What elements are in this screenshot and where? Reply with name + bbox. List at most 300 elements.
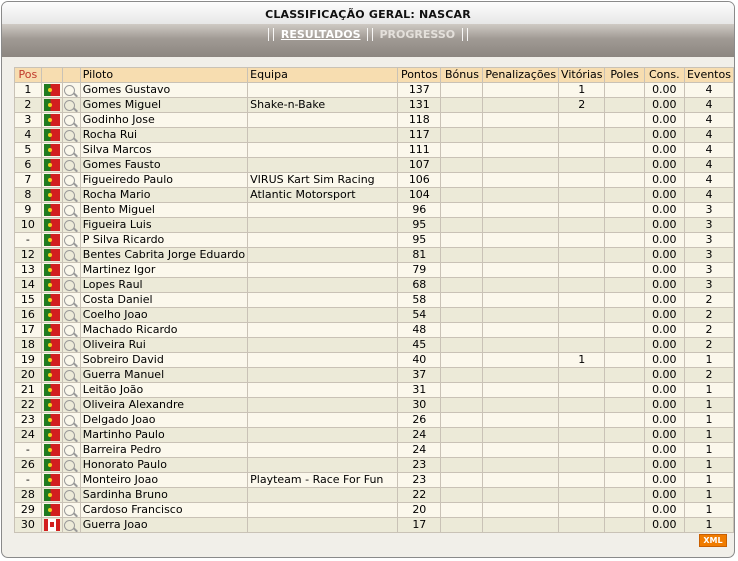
magnifier-icon[interactable]: [64, 220, 75, 231]
magnifier-icon[interactable]: [64, 265, 75, 276]
magnifier-icon[interactable]: [64, 130, 75, 141]
col-poles[interactable]: Poles: [605, 68, 644, 83]
cell-equipa: [248, 113, 398, 128]
cell-vitorias: [559, 413, 605, 428]
cell-poles: [605, 428, 644, 443]
cell-pos: 19: [15, 353, 42, 368]
cell-details: [62, 368, 80, 383]
cell-equipa: [248, 203, 398, 218]
cell-poles: [605, 188, 644, 203]
cell-pos: 7: [15, 173, 42, 188]
cell-bonus: [441, 203, 483, 218]
pt-flag-icon: [44, 84, 60, 96]
cell-pontos: 118: [398, 113, 441, 128]
cell-pontos: 26: [398, 413, 441, 428]
cell-pontos: 81: [398, 248, 441, 263]
cell-piloto[interactable]: Rocha Mario: [80, 188, 247, 203]
col-eventos[interactable]: Eventos: [684, 68, 733, 83]
cell-poles: [605, 98, 644, 113]
col-vitorias[interactable]: Vitórias: [559, 68, 605, 83]
magnifier-icon[interactable]: [64, 145, 75, 156]
cell-piloto[interactable]: Delgado Joao: [80, 413, 247, 428]
cell-vitorias: [559, 113, 605, 128]
magnifier-icon[interactable]: [64, 325, 75, 336]
cell-poles: [605, 338, 644, 353]
cell-pontos: 48: [398, 323, 441, 338]
cell-details: [62, 218, 80, 233]
cell-vitorias: [559, 278, 605, 293]
magnifier-icon[interactable]: [64, 430, 75, 441]
cell-eventos: 4: [684, 158, 733, 173]
cell-penalizacoes: [483, 248, 559, 263]
cell-bonus: [441, 428, 483, 443]
pt-flag-icon: [44, 174, 60, 186]
cell-equipa: [248, 293, 398, 308]
cell-pos: 10: [15, 218, 42, 233]
cell-piloto[interactable]: Figueira Luis: [80, 218, 247, 233]
cell-vitorias: [559, 188, 605, 203]
cell-vitorias: [559, 218, 605, 233]
cell-pos: 2: [15, 98, 42, 113]
cell-cons: 0.00: [644, 248, 684, 263]
cell-pos: 8: [15, 188, 42, 203]
cell-details: [62, 383, 80, 398]
cell-pos: 5: [15, 143, 42, 158]
table-row: [15, 518, 734, 533]
table-row: [15, 83, 734, 98]
cell-pontos: 20: [398, 503, 441, 518]
cell-flag: [41, 368, 62, 383]
standings-table: [14, 67, 734, 533]
cell-eventos: 1: [684, 443, 733, 458]
cell-poles: [605, 278, 644, 293]
cell-piloto[interactable]: Gomes Fausto: [80, 158, 247, 173]
cell-equipa: [248, 278, 398, 293]
pt-flag-icon: [44, 144, 60, 156]
cell-poles: [605, 368, 644, 383]
cell-flag: [41, 158, 62, 173]
page-title: CLASSIFICAÇÃO GERAL: NASCAR: [265, 8, 471, 21]
magnifier-icon[interactable]: [64, 280, 75, 291]
cell-piloto[interactable]: Sardinha Bruno: [80, 488, 247, 503]
cell-details: [62, 488, 80, 503]
magnifier-icon[interactable]: [64, 175, 75, 186]
cell-pontos: 40: [398, 353, 441, 368]
cell-penalizacoes: [483, 338, 559, 353]
cell-cons: 0.00: [644, 443, 684, 458]
magnifier-icon[interactable]: [64, 460, 75, 471]
cell-poles: [605, 488, 644, 503]
table-row: [15, 458, 734, 473]
table-row: [15, 188, 734, 203]
cell-details: [62, 323, 80, 338]
tab-separator: [268, 28, 274, 41]
cell-pontos: 37: [398, 368, 441, 383]
cell-equipa: [248, 248, 398, 263]
cell-flag: [41, 173, 62, 188]
cell-vitorias: [559, 143, 605, 158]
cell-flag: [41, 83, 62, 98]
cell-vitorias: [559, 308, 605, 323]
cell-penalizacoes: [483, 473, 559, 488]
cell-vitorias: [559, 203, 605, 218]
table-row: [15, 158, 734, 173]
cell-pos: -: [15, 443, 42, 458]
cell-piloto[interactable]: Machado Ricardo: [80, 323, 247, 338]
cell-vitorias: [559, 263, 605, 278]
cell-equipa: [248, 128, 398, 143]
col-penalizacoes[interactable]: Penalizações: [483, 68, 559, 83]
cell-details: [62, 158, 80, 173]
xml-export-button[interactable]: XML: [699, 534, 727, 547]
cell-piloto[interactable]: Monteiro Joao: [80, 473, 247, 488]
pt-flag-icon: [44, 354, 60, 366]
cell-penalizacoes: [483, 158, 559, 173]
cell-cons: 0.00: [644, 368, 684, 383]
cell-vitorias: [559, 398, 605, 413]
pt-flag-icon: [44, 249, 60, 261]
cell-penalizacoes: [483, 218, 559, 233]
cell-poles: [605, 233, 644, 248]
pt-flag-icon: [44, 204, 60, 216]
cell-details: [62, 428, 80, 443]
cell-cons: 0.00: [644, 398, 684, 413]
cell-pos: 23: [15, 413, 42, 428]
cell-vitorias: [559, 383, 605, 398]
cell-bonus: [441, 158, 483, 173]
cell-equipa: [248, 353, 398, 368]
cell-eventos: 3: [684, 263, 733, 278]
pt-flag-icon: [44, 474, 60, 486]
pt-flag-icon: [44, 159, 60, 171]
cell-piloto[interactable]: Silva Marcos: [80, 143, 247, 158]
cell-penalizacoes: [483, 368, 559, 383]
cell-equipa: [248, 503, 398, 518]
cell-pos: 12: [15, 248, 42, 263]
cell-penalizacoes: [483, 278, 559, 293]
table-row: [15, 473, 734, 488]
cell-details: [62, 233, 80, 248]
magnifier-icon[interactable]: [64, 310, 75, 321]
cell-pos: 13: [15, 263, 42, 278]
cell-poles: [605, 383, 644, 398]
cell-equipa: [248, 458, 398, 473]
magnifier-icon[interactable]: [64, 355, 75, 366]
cell-vitorias: [559, 158, 605, 173]
cell-details: [62, 248, 80, 263]
cell-eventos: 4: [684, 143, 733, 158]
magnifier-icon[interactable]: [64, 475, 75, 486]
magnifier-icon[interactable]: [64, 190, 75, 201]
cell-cons: 0.00: [644, 143, 684, 158]
cell-poles: [605, 83, 644, 98]
cell-eventos: 4: [684, 83, 733, 98]
cell-piloto[interactable]: Gomes Gustavo: [80, 83, 247, 98]
cell-equipa: [248, 158, 398, 173]
cell-penalizacoes: [483, 353, 559, 368]
cell-pos: 28: [15, 488, 42, 503]
cell-pontos: 58: [398, 293, 441, 308]
cell-cons: 0.00: [644, 413, 684, 428]
cell-penalizacoes: [483, 98, 559, 113]
magnifier-icon[interactable]: [64, 205, 75, 216]
cell-piloto[interactable]: Martinez Igor: [80, 263, 247, 278]
cell-bonus: [441, 338, 483, 353]
cell-details: [62, 263, 80, 278]
cell-piloto[interactable]: Rocha Rui: [80, 128, 247, 143]
cell-eventos: 1: [684, 413, 733, 428]
table-row: [15, 248, 734, 263]
cell-penalizacoes: [483, 458, 559, 473]
cell-equipa: [248, 218, 398, 233]
cell-eventos: 1: [684, 383, 733, 398]
col-cons[interactable]: Cons.: [644, 68, 684, 83]
magnifier-icon[interactable]: [64, 415, 75, 426]
cell-bonus: [441, 263, 483, 278]
cell-vitorias: [559, 338, 605, 353]
cell-pos: 14: [15, 278, 42, 293]
cell-flag: [41, 473, 62, 488]
magnifier-icon[interactable]: [64, 370, 75, 381]
cell-pos: 15: [15, 293, 42, 308]
cell-penalizacoes: [483, 398, 559, 413]
pt-flag-icon: [44, 279, 60, 291]
cell-equipa: [248, 338, 398, 353]
cell-piloto[interactable]: Bento Miguel: [80, 203, 247, 218]
cell-vitorias: [559, 488, 605, 503]
cell-piloto[interactable]: Barreira Pedro: [80, 443, 247, 458]
magnifier-icon[interactable]: [64, 340, 75, 351]
magnifier-icon[interactable]: [64, 160, 75, 171]
cell-penalizacoes: [483, 143, 559, 158]
cell-flag: [41, 458, 62, 473]
pt-flag-icon: [44, 294, 60, 306]
cell-eventos: 3: [684, 248, 733, 263]
cell-bonus: [441, 368, 483, 383]
cell-pos: -: [15, 233, 42, 248]
cell-details: [62, 308, 80, 323]
table-row: [15, 128, 734, 143]
cell-piloto[interactable]: Oliveira Rui: [80, 338, 247, 353]
magnifier-icon[interactable]: [64, 445, 75, 456]
cell-pontos: 79: [398, 263, 441, 278]
col-bonus[interactable]: Bónus: [441, 68, 483, 83]
cell-details: [62, 413, 80, 428]
table-row: [15, 428, 734, 443]
table-row: [15, 263, 734, 278]
cell-vitorias: [559, 233, 605, 248]
cell-piloto[interactable]: Lopes Raul: [80, 278, 247, 293]
cell-bonus: [441, 488, 483, 503]
cell-cons: 0.00: [644, 188, 684, 203]
cell-flag: [41, 218, 62, 233]
magnifier-icon[interactable]: [64, 115, 75, 126]
magnifier-icon[interactable]: [64, 505, 75, 516]
cell-vitorias: 1: [559, 353, 605, 368]
cell-eventos: 4: [684, 98, 733, 113]
cell-vitorias: [559, 458, 605, 473]
cell-bonus: [441, 233, 483, 248]
cell-poles: [605, 143, 644, 158]
cell-pontos: 106: [398, 173, 441, 188]
col-flag: [41, 68, 62, 83]
cell-penalizacoes: [483, 503, 559, 518]
cell-piloto[interactable]: Gomes Miguel: [80, 98, 247, 113]
cell-bonus: [441, 443, 483, 458]
cell-pontos: 17: [398, 518, 441, 533]
cell-bonus: [441, 83, 483, 98]
cell-flag: [41, 203, 62, 218]
cell-cons: 0.00: [644, 233, 684, 248]
cell-pos: 3: [15, 113, 42, 128]
pt-flag-icon: [44, 189, 60, 201]
cell-poles: [605, 518, 644, 533]
cell-penalizacoes: [483, 233, 559, 248]
magnifier-icon[interactable]: [64, 250, 75, 261]
cell-vitorias: [559, 173, 605, 188]
cell-equipa: [248, 398, 398, 413]
cell-details: [62, 83, 80, 98]
table-row: [15, 98, 734, 113]
cell-pos: 4: [15, 128, 42, 143]
cell-poles: [605, 458, 644, 473]
col-details: [62, 68, 80, 83]
cell-piloto[interactable]: Bentes Cabrita Jorge Eduardo: [80, 248, 247, 263]
magnifier-icon[interactable]: [64, 85, 75, 96]
cell-flag: [41, 353, 62, 368]
col-equipa[interactable]: Equipa: [248, 68, 398, 83]
col-pos[interactable]: Pos: [15, 68, 42, 83]
cell-equipa: [248, 413, 398, 428]
cell-piloto[interactable]: Guerra Manuel: [80, 368, 247, 383]
magnifier-icon[interactable]: [64, 295, 75, 306]
cell-poles: [605, 413, 644, 428]
cell-details: [62, 518, 80, 533]
cell-piloto[interactable]: P Silva Ricardo: [80, 233, 247, 248]
magnifier-icon[interactable]: [64, 490, 75, 501]
cell-bonus: [441, 353, 483, 368]
cell-flag: [41, 488, 62, 503]
cell-details: [62, 293, 80, 308]
cell-piloto[interactable]: Coelho Joao: [80, 308, 247, 323]
cell-piloto[interactable]: Figueiredo Paulo: [80, 173, 247, 188]
tab-separator: [462, 28, 468, 41]
cell-vitorias: [559, 323, 605, 338]
pt-flag-icon: [44, 504, 60, 516]
cell-pontos: 45: [398, 338, 441, 353]
cell-pos: 17: [15, 323, 42, 338]
cell-piloto[interactable]: Leitão João: [80, 383, 247, 398]
magnifier-icon[interactable]: [64, 385, 75, 396]
cell-piloto[interactable]: Martinho Paulo: [80, 428, 247, 443]
table-row: [15, 113, 734, 128]
cell-flag: [41, 188, 62, 203]
cell-pontos: 95: [398, 233, 441, 248]
cell-bonus: [441, 323, 483, 338]
pt-flag-icon: [44, 264, 60, 276]
cell-vitorias: [559, 128, 605, 143]
cell-eventos: 1: [684, 398, 733, 413]
cell-vitorias: [559, 503, 605, 518]
table-row: [15, 368, 734, 383]
cell-flag: [41, 323, 62, 338]
cell-piloto[interactable]: Guerra Joao: [80, 518, 247, 533]
cell-piloto[interactable]: Godinho Jose: [80, 113, 247, 128]
cell-equipa: [248, 368, 398, 383]
cell-vitorias: 1: [559, 83, 605, 98]
cell-piloto[interactable]: Sobreiro David: [80, 353, 247, 368]
cell-pontos: 104: [398, 188, 441, 203]
magnifier-icon[interactable]: [64, 400, 75, 411]
cell-pos: 24: [15, 428, 42, 443]
cell-eventos: 4: [684, 173, 733, 188]
cell-bonus: [441, 398, 483, 413]
cell-equipa: Playteam - Race For Fun: [248, 473, 398, 488]
magnifier-icon[interactable]: [64, 100, 75, 111]
cell-piloto[interactable]: Costa Daniel: [80, 293, 247, 308]
pt-flag-icon: [44, 489, 60, 501]
cell-cons: 0.00: [644, 383, 684, 398]
cell-eventos: 1: [684, 353, 733, 368]
cell-equipa: [248, 518, 398, 533]
tab-progresso[interactable]: PROGRESSO: [379, 27, 456, 41]
cell-eventos: 4: [684, 188, 733, 203]
cell-pontos: 54: [398, 308, 441, 323]
cell-cons: 0.00: [644, 83, 684, 98]
cell-pos: -: [15, 473, 42, 488]
cell-vitorias: [559, 443, 605, 458]
cell-flag: [41, 308, 62, 323]
cell-equipa: [248, 488, 398, 503]
table-row: [15, 233, 734, 248]
cell-details: [62, 353, 80, 368]
pt-flag-icon: [44, 339, 60, 351]
cell-bonus: [441, 248, 483, 263]
cell-eventos: 1: [684, 473, 733, 488]
cell-cons: 0.00: [644, 113, 684, 128]
cell-eventos: 3: [684, 233, 733, 248]
cell-penalizacoes: [483, 188, 559, 203]
cell-eventos: 2: [684, 293, 733, 308]
col-pontos[interactable]: Pontos: [398, 68, 441, 83]
cell-flag: [41, 248, 62, 263]
cell-vitorias: [559, 518, 605, 533]
pt-flag-icon: [44, 459, 60, 471]
cell-equipa: [248, 233, 398, 248]
cell-poles: [605, 128, 644, 143]
magnifier-icon[interactable]: [64, 520, 75, 531]
tab-resultados[interactable]: RESULTADOS: [280, 27, 361, 41]
table-header: [15, 68, 734, 83]
cell-details: [62, 458, 80, 473]
pt-flag-icon: [44, 369, 60, 381]
cell-equipa: [248, 83, 398, 98]
cell-penalizacoes: [483, 413, 559, 428]
col-piloto[interactable]: Piloto: [80, 68, 247, 83]
cell-penalizacoes: [483, 128, 559, 143]
tab-bar: [2, 24, 734, 57]
cell-piloto[interactable]: Oliveira Alexandre: [80, 398, 247, 413]
cell-piloto[interactable]: Honorato Paulo: [80, 458, 247, 473]
cell-flag: [41, 113, 62, 128]
cell-cons: 0.00: [644, 308, 684, 323]
table-row: [15, 443, 734, 458]
magnifier-icon[interactable]: [64, 235, 75, 246]
cell-piloto[interactable]: Cardoso Francisco: [80, 503, 247, 518]
cell-pos: 1: [15, 83, 42, 98]
cell-eventos: 2: [684, 338, 733, 353]
table-row: [15, 308, 734, 323]
